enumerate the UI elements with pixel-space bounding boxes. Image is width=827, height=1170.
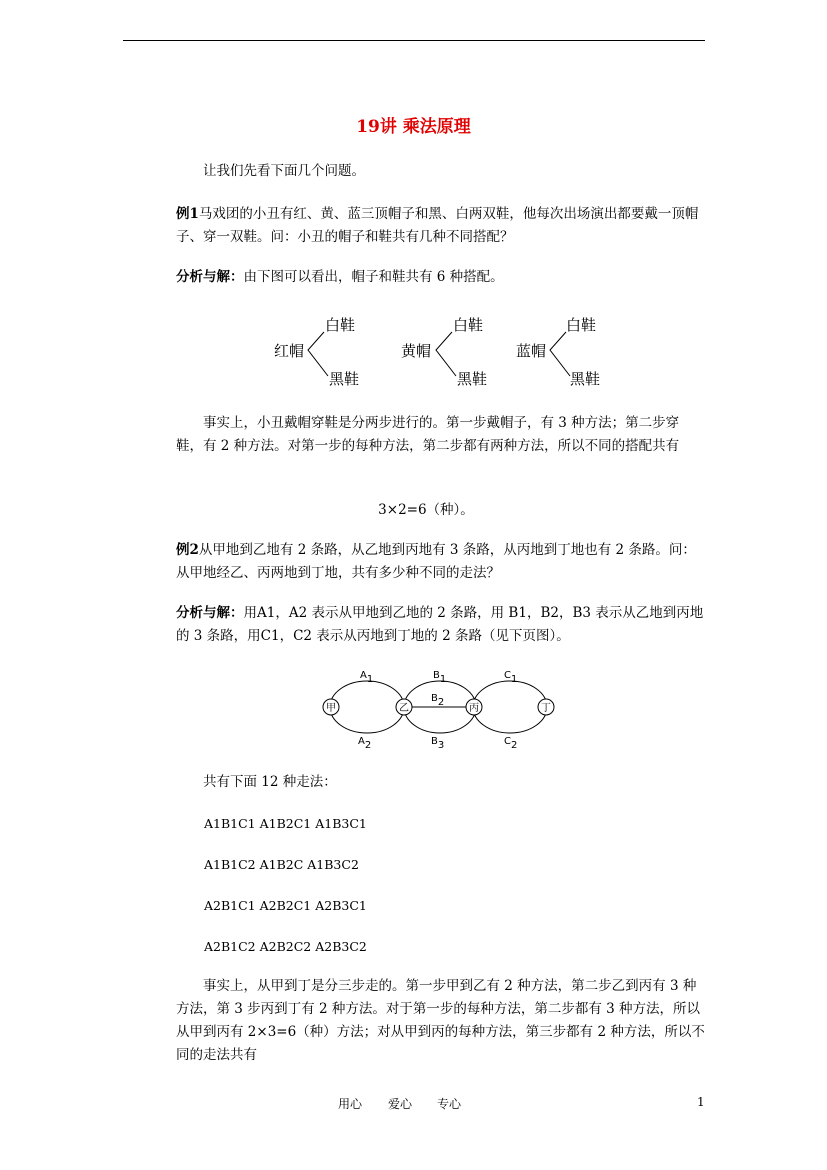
- tree-branch-2: [436, 332, 456, 376]
- analysis-2-text: 用A1，A2 表示从甲地到乙地的 2 条路，用 B1，B2，B3 表示从乙地到丙地的 3 条路，用C1，C2 表示从丙地到丁地的 2 条路（见下页图）。: [176, 605, 704, 644]
- tree-top-1: 白鞋: [325, 316, 356, 334]
- tree-bottom-2: 黑鞋: [457, 370, 488, 388]
- route-list-row-2: A1B1C2 A1B2C A1B3C2: [204, 857, 359, 872]
- footer-word-2: 爱心: [388, 1097, 413, 1111]
- analysis-2-label: 分析与解：: [176, 605, 244, 621]
- tree-branch-3: [550, 332, 570, 376]
- example-2-text: 从甲地到乙地有 2 条路，从乙地到丙地有 3 条路，从丙地到丁地也有 2 条路。问：从甲地经乙、丙两地到丁地，共有多少种不同的走法？: [176, 542, 696, 581]
- page-title: 19讲 乘法原理: [356, 117, 471, 137]
- tree-bottom-1: 黑鞋: [329, 370, 360, 388]
- tree-hat-2: 黄帽: [401, 342, 432, 360]
- tree-hat-1: 红帽: [274, 342, 305, 360]
- node-yi: 乙: [399, 703, 409, 714]
- example-1: [176, 203, 706, 249]
- tree-branch-1: [308, 332, 328, 376]
- label-b1: B1: [433, 670, 447, 685]
- analysis-2: [176, 602, 706, 648]
- node-bing: 丙: [469, 703, 479, 714]
- example-1-text: 马戏团的小丑有红、黄、蓝三顶帽子和黑、白两双鞋，他每次出场演出都要戴一顶帽子、穿一双鞋。问：小丑的帽子和鞋共有几种不同搭配？: [176, 206, 699, 245]
- route-diagram: [312, 664, 572, 754]
- example-2-label: 例2: [176, 542, 199, 558]
- label-a1: A1: [360, 670, 374, 685]
- header-rule: [123, 40, 705, 41]
- count-line: 共有下面 12 种走法：: [203, 774, 337, 790]
- page-number: 1: [697, 1095, 705, 1109]
- paragraph-2: 事实上，从甲到丁是分三步走的。第一步甲到乙有 2 种方法，第二步乙到丙有 3 种方法，第 3 步丙到丁有 2 种方法。对于第一步的每种方法，第二步都有 3 种方法，所以从甲到丙有 2×3=6（种）方法；对从甲到丙的每种方法，第三步都有 2 种方法，所以不同的走法共有: [176, 978, 705, 1063]
- route-list-row-3: A2B1C1 A2B2C1 A2B3C1: [204, 898, 367, 913]
- label-b2: B2: [431, 693, 445, 708]
- label-b3: B3: [431, 736, 445, 751]
- example-1-label: 例1: [176, 206, 199, 222]
- node-ding: 丁: [541, 703, 551, 714]
- tree-hat-3: 蓝帽: [516, 342, 547, 360]
- analysis-1: [176, 266, 706, 289]
- hat-shoe-tree-diagram: [270, 310, 610, 392]
- tree-top-3: 白鞋: [566, 316, 597, 334]
- node-jia: 甲: [326, 703, 336, 714]
- label-c2: C2: [504, 736, 518, 751]
- footer-word-1: 用心: [338, 1097, 363, 1111]
- example-2: [176, 539, 706, 585]
- label-a2: A2: [358, 736, 372, 751]
- label-c1: C1: [504, 670, 518, 685]
- footer-word-3: 专心: [437, 1097, 462, 1111]
- route-list-row-4: A2B1C2 A2B2C2 A2B3C2: [204, 939, 367, 954]
- formula-1: 3×2=6（种）。: [378, 502, 474, 518]
- route-ellipse-c: [473, 681, 547, 733]
- paragraph-1: 事实上，小丑戴帽穿鞋是分两步进行的。第一步戴帽子，有 3 种方法；第二步穿鞋，有 2 种方法。对第一步的每种方法，第二步都有两种方法，所以不同的搭配共有: [176, 415, 680, 454]
- analysis-1-label: 分析与解：: [176, 269, 244, 285]
- route-ellipse-a: [330, 681, 404, 733]
- intro-text: 让我们先看下面几个问题。: [203, 163, 365, 179]
- tree-bottom-3: 黑鞋: [570, 370, 601, 388]
- analysis-1-text: 由下图可以看出，帽子和鞋共有 6 种搭配。: [243, 269, 504, 285]
- tree-top-2: 白鞋: [453, 316, 484, 334]
- route-list-row-1: A1B1C1 A1B2C1 A1B3C1: [204, 816, 367, 831]
